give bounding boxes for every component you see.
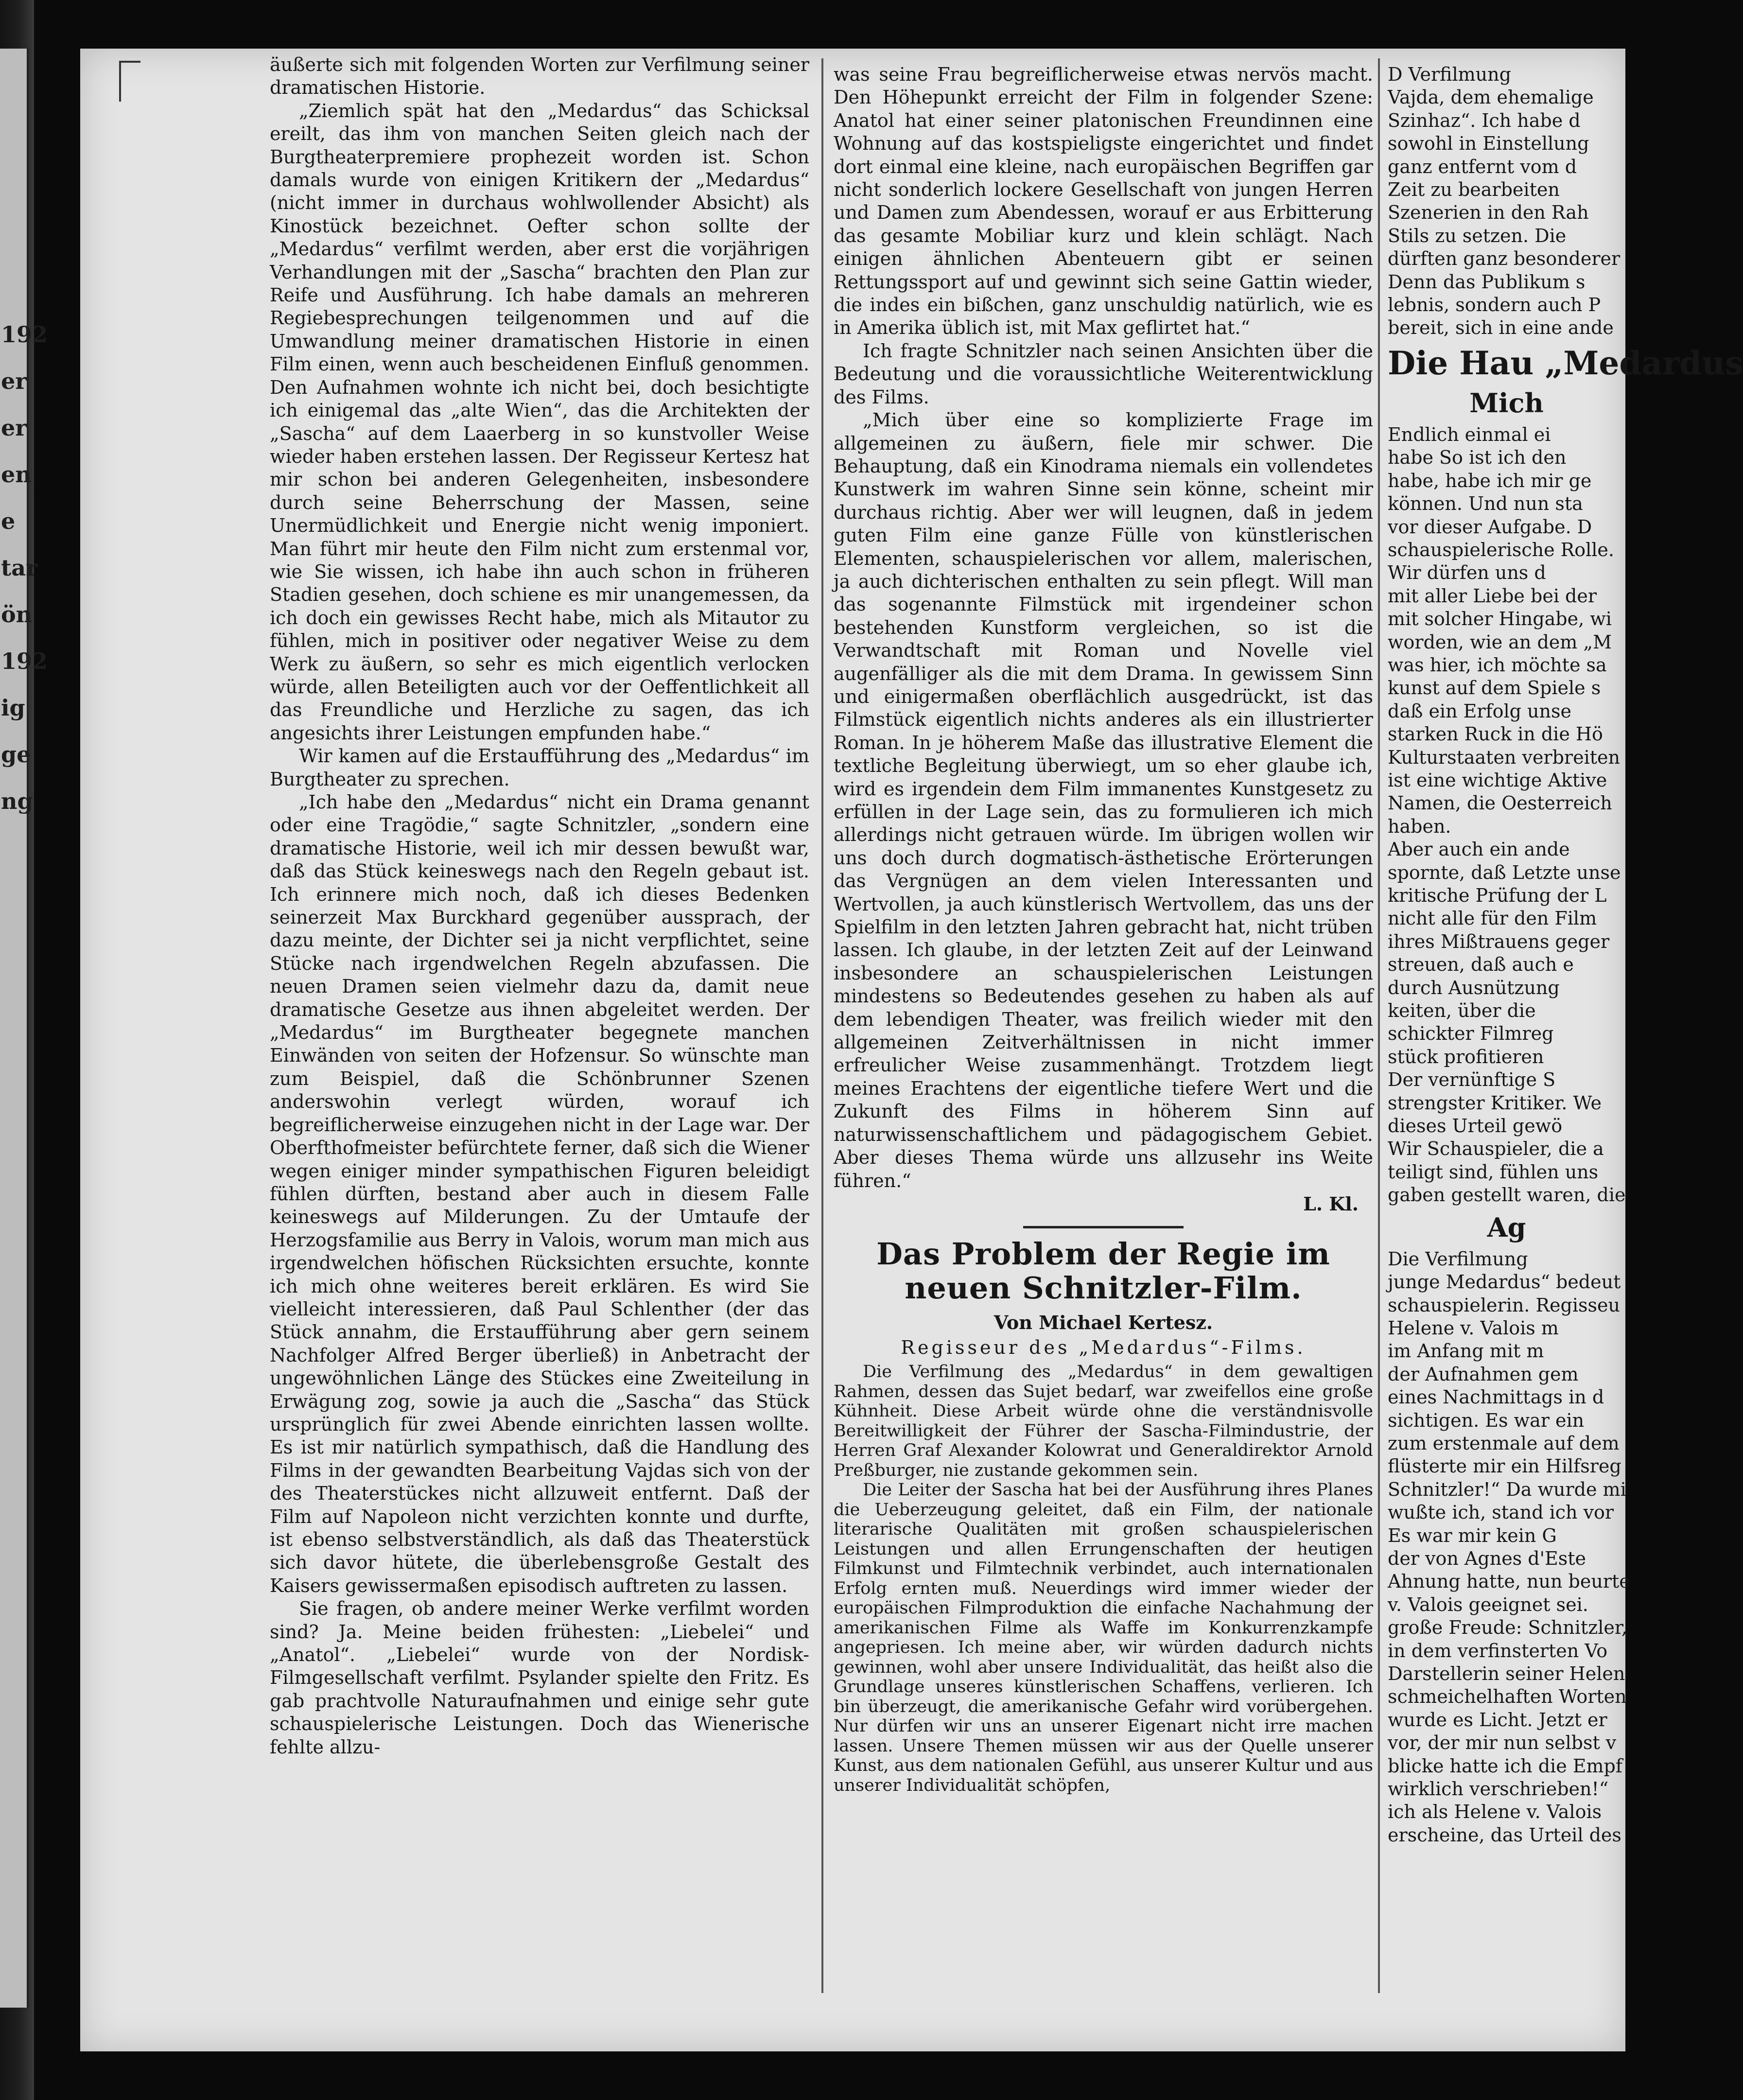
text-line: Stils zu setzen. Die xyxy=(1388,225,1567,246)
text-line: habe So ist ich den xyxy=(1388,447,1567,469)
text-line: spornte, daß Letzte unse xyxy=(1388,861,1621,883)
fragment-text: tar xyxy=(1,555,38,581)
text-line: lebnis, sondern auch P xyxy=(1388,294,1601,316)
text-line: Schnitzler!“ Da wurde mi xyxy=(1388,1478,1626,1500)
fragment-text: ön xyxy=(1,601,33,628)
text-line: Wir Schauspieler, die a xyxy=(1388,1138,1604,1160)
text-line: Vajda, dem ehemalige xyxy=(1388,87,1594,108)
text-line: nicht alle für den Film xyxy=(1388,908,1597,929)
text-line: ganz entfernt vom d xyxy=(1388,156,1577,177)
text-line: habe, habe ich mir ge xyxy=(1388,470,1592,491)
text-line: Szenerien in den Rah xyxy=(1388,202,1589,224)
author-signature: L. Kl. xyxy=(1303,1192,1359,1215)
text-line: daß ein Erfolg unse xyxy=(1388,700,1571,722)
text-line: eines Nachmittags in d xyxy=(1388,1386,1604,1408)
text-line: Zeit zu bearbeiten xyxy=(1388,179,1560,201)
text-line: im Anfang mit m xyxy=(1388,1340,1544,1362)
fragment-text: ng xyxy=(1,788,33,814)
paragraph: „Ich habe den „Medardus“ nicht ein Drama genannt oder eine Tragödie,“ sagte Schnitzler, „sondern eine dramatische Historie, weil ich mir dessen bewußt war, daß das Stück keineswegs nach den Regeln gebaut ist. Ich erinnere mich noch, daß ich dieses Bedenken seinerzeit Max Burckhard gegenüber aussprach, der dazu meinte, der Dichter sei ja nicht verpflichtet, seine Stücke nach irgendwelchen Regeln abzufassen. Die neuen Dramen seien vielmehr dazu da, damit neue dramatische Gesetze aus ihnen abgeleitet werden. Der „Medardus“ im Burgtheater begegnete manchen Einwänden von seiten der Hofzensur. So wünschte man zum Beispiel, daß die Schönbrunner Szenen anderswohin verlegt würden, worauf ich begreiflicherweise einzugehen nicht in der Lage war. Der Oberfthofmeister befürchtete ferner, daß sich die Wiener wegen einiger minder sympathischen Figuren beleidigt fühlen dürften, bestand aber auch in diesem Falle keineswegs auf Milderungen. Zu der Umtaufe der Herzogsfamilie aus Berry in Valois, worum man mich aus irgendwelchen höfischen Rücksichten ersuchte, konnte ich mich ohne weiteres bereit erklären. Es wird Sie vielleicht interessieren, daß Paul Schlenther (der das Stück annahm, die Erstaufführung aber gern seinem Nachfolger Alfred Berger überließ) in Anbetracht der ungewöhnlichen Länge des Stückes eine Zweiteilung in Erwägung zog, sowie ja auch die „Sascha“ das Stück ursprünglich für zwei Abende einrichten lassen wollte. Es ist mir natürlich sympathisch, daß die Handlung des Films in der gewandten Bearbeitung Vajdas sich von der des Theaterstückes nicht allzuweit entfernt. Daß der Film auf Napoleon nicht verzichten konnte und durfte, ist ebenso selbstverständlich, als daß das Theaterstück sich davor hütete, die überlebensgroße Gestalt des Kaisers gewissermaßen episodisch auftreten zu lassen. xyxy=(270,791,809,1596)
text-line: D Verfilmung xyxy=(1388,64,1511,85)
text-line: Wir dürfen uns d xyxy=(1388,562,1546,584)
text-line: Kulturstaaten verbreiten xyxy=(1388,746,1620,768)
text-line: Denn das Publikum s xyxy=(1388,271,1586,293)
text-line: streuen, daß auch e xyxy=(1388,954,1574,976)
text-line: ist eine wichtige Aktive xyxy=(1388,769,1607,791)
text-line: vor dieser Aufgabe. D xyxy=(1388,516,1592,538)
article-byline: Von Michael Kertesz. xyxy=(994,1312,1213,1334)
paragraph: Wir kamen auf die Erstaufführung des „Medardus“ im Burgtheater zu sprechen. xyxy=(270,745,809,790)
text-line: bereit, sich in eine ande xyxy=(1388,317,1614,339)
text-line: große Freude: Schnitzler, xyxy=(1388,1617,1627,1639)
text-line: schauspielerin. Regisseu xyxy=(1388,1294,1620,1316)
text-line: Endlich einmal ei xyxy=(1388,423,1551,445)
text-line: durch Ausnützung xyxy=(1388,977,1560,998)
text-line: der Aufnahmen gem xyxy=(1388,1363,1579,1385)
text-line: junge Medardus“ bedeut xyxy=(1388,1271,1621,1293)
text-line: sowohl in Einstellung xyxy=(1388,133,1589,155)
cut-off-headline: Die Hau „Medardus xyxy=(1388,344,1743,382)
text-line: der von Agnes d'Este xyxy=(1388,1547,1586,1569)
article-separator xyxy=(1023,1226,1184,1228)
text-line: keiten, über die xyxy=(1388,1000,1536,1022)
column-interview-part2 xyxy=(834,63,1373,1988)
text-line: wirklich verschrieben!“ xyxy=(1388,1778,1609,1800)
column-rule-1 xyxy=(821,58,823,1993)
text-line: wußte ich, stand ich vor xyxy=(1388,1502,1614,1523)
crop-mark xyxy=(119,61,140,102)
text-line: worden, wie an dem „M xyxy=(1388,631,1612,653)
paragraph: „Ziemlich spät hat den „Medardus“ das Schicksal ereilt, das ihm von manchen Seiten gleich nach der Burgtheaterpremiere prophezeit worden ist. Schon damals wurde von einigen Kritikern der „Medardus“ (nicht immer in durchaus wohlwollender Absicht) als Kinostück bezeichnet. Oefter schon sollte der „Medardus“ verfilmt werden, aber erst die vorjährigen Verhandlungen mit der „Sascha“ brachten den Plan zur Reife und Ausführung. Ich habe damals an mehreren Regiebesprechungen teilgenommen und auf die Umwandlung meiner dramatischen Historie in einen Film einen, wenn auch bescheidenen Einfluß genommen. Den Aufnahmen wohnte ich nicht bei, doch besichtigte ich einigemal das „alte Wien“, das die Architekten der „Sascha“ auf dem Laaerberg in so kunstvoller Weise wieder haben erstehen lassen. Der Regisseur Kertesz hat mir schon bei anderen Gelegenheiten, insbesondere durch seine Beherrschung der Massen, seine Unermüdlichkeit und Energie nicht wenig imponiert. Man führt mir heute den Film nicht zum erstenmal vor, wie Sie wissen, ich habe ihn auch schon in früheren Stadien gesehen, doch schiene es mir unangemessen, da ich doch ein gewisses Recht habe, mich als Mitautor zu fühlen, mich in positiver oder negativer Weise zu dem Werk zu äußern, so sehr es mich eigentlich verlocken würde, allen Beteiligten auch vor der Oeffentlichkeit all das Freundliche und Herzliche zu sagen, das ich angesichts ihrer Leistungen empfunden habe.“ xyxy=(270,100,809,744)
paragraph: was seine Frau begreiflicherweise etwas nervös macht. Den Höhepunkt erreicht der Film in folgender Szene: Anatol hat einer seiner platonischen Freundinnen eine Wohnung auf das kostspieligste eingerichtet und findet dort einmal eine kleine, nach europäischen Begriffen gar nicht sonderlich lockere Gesellschaft von jungen Herren und Damen zum Abendessen, worauf er aus Erbitterung das gesamte Mobiliar kurz und klein schlägt. Nach einigen ähnlichen Abenteuern gibt er seinen Rettungssport auf und gewinnt sich seine Gattin wieder, die indes ein bißchen, ganz unschuldig natürlich, wie es in Amerika üblich ist, mit Max geflirtet hat.“ xyxy=(834,64,1373,339)
text-line: Namen, die Oesterreich xyxy=(1388,792,1612,814)
paragraph: Sie fragen, ob andere meiner Werke verfilmt worden sind? Ja. Meine beiden frühesten: „Liebelei“ und „Anatol“. „Liebelei“ wurde von der Nordisk-Filmgesellschaft verfilmt. Psylander spielte den Fritz. Es gab prachtvolle Naturaufnahmen und einige sehr gute schauspielerische Leistungen. Doch das Wienerische fehlte allzu- xyxy=(270,1598,809,1758)
text-line: kunst auf dem Spiele s xyxy=(1388,677,1601,699)
text-line: dieses Urteil gewö xyxy=(1388,1115,1563,1137)
text-line: Die Verfilmung xyxy=(1388,1248,1528,1270)
text-line: schmeichelhaften Worten xyxy=(1388,1686,1627,1708)
text-line: wurde es Licht. Jetzt er xyxy=(1388,1709,1607,1731)
text-line: Aber auch ein ande xyxy=(1388,839,1570,860)
text-line: blicke hatte ich die Empf xyxy=(1388,1755,1622,1777)
fragment-text: e xyxy=(1,508,16,534)
text-line: Darstellerin seiner Helen xyxy=(1388,1663,1625,1684)
text-line: schauspielerische Rolle. xyxy=(1388,539,1615,560)
text-line: sichtigen. Es war ein xyxy=(1388,1409,1585,1431)
column-cut-off-right xyxy=(1388,63,1743,1988)
text-line: teiligt sind, fühlen uns xyxy=(1388,1161,1599,1183)
text-line: Ahnung hatte, nun beurte xyxy=(1388,1571,1630,1592)
fragment-text: ig xyxy=(1,695,25,721)
paragraph: „Mich über eine so komplizierte Frage im allgemeinen zu äußern, fiele mir schwer. Die Behauptung, daß ein Kinodrama niemals ein vollendetes Kunstwerk im wahren Sinne sein könne, scheint mir durchaus richtig. Aber wer will leugnen, daß in jedem guten Film eine ganze Fülle von künstlerischen Elementen, schauspielerischen vor allem, malerischen, ja auch dichterischen enthalten zu sein pflegt. Will man das sogenannte Filmstück mit irgendeiner schon bestehenden Kunstform vergleichen, so ist die Verwandtschaft mit Roman und Novelle viel augenfälliger als die mit dem Drama. In gewissem Sinn und einigermaßen oberflächlich ausgedrückt, ist das Filmstück eigentlich nichts anderes als ein illustrierter Roman. In je höherem Maße das illustrative Element die textliche Begleitung überwiegt, um so eher glaube ich, wird es irgendein dem Film immanentes Kunstgesetz zu erfüllen in der Lage sein, das zu formulieren ich mich allerdings nicht getrauen würde. Im übrigen wollen wir uns doch durch dogmatisch-ästhetische Erörterungen das Vergnügen an dem vielen Interessanten und Wertvollen, ja auch künstlerisch Wertvollem, das uns der Spielfilm in den letzten Jahren gebracht hat, nicht trüben lassen. Ich glaube, in der letzten Zeit auf der Leinwand insbesondere an schauspielerischen Leistungen mindestens so Bedeutendes gesehen zu haben als auf dem lebendigen Theater, was freilich wieder mit den allgemeinen Zeitverhältnissen in nicht immer erfreulicher Weise zusammenhängt. Trotzdem liegt meines Erachtens der eigentliche tiefere Wert und die Zukunft des Films in höherem Sinn auf naturwissenschaftlichem und pädagogischem Gebiet. Aber dieses Thema würde uns allzusehr ins Weite führen.“ xyxy=(834,409,1373,1191)
text-line: zum erstenmale auf dem xyxy=(1388,1432,1620,1454)
fragment-text: en xyxy=(1,461,32,488)
text-line: können. Und nun sta xyxy=(1388,493,1583,515)
paragraph: Ich fragte Schnitzler nach seinen Ansichten über die Bedeutung und die voraussichtliche Weiterentwicklung des Films. xyxy=(834,340,1373,408)
fragment-text: ge xyxy=(1,741,31,768)
text-line: Es war mir kein G xyxy=(1388,1524,1557,1546)
article-headline: Das Problem der Regie im neuen Schnitzler-Film. xyxy=(876,1236,1330,1306)
text-line: starken Ruck in die Hö xyxy=(1388,723,1603,745)
fragment-text: er xyxy=(1,415,27,441)
text-line: v. Valois geeignet sei. xyxy=(1388,1593,1588,1615)
cut-off-subhead: Mich xyxy=(1469,387,1544,419)
text-line: gaben gestellt waren, die xyxy=(1388,1184,1626,1206)
column-rule-2 xyxy=(1378,58,1380,1993)
paragraph: äußerte sich mit folgenden Worten zur Verfilmung seiner dramatischen Historie. xyxy=(270,54,809,99)
fragment-text: 192 xyxy=(1,321,48,348)
text-line: in dem verfinsterten Vo xyxy=(1388,1640,1608,1662)
text-line: dürften ganz besonderer xyxy=(1388,248,1621,270)
paragraph: Die Leiter der Sascha hat bei der Ausführung ihres Planes die Ueberzeugung geleitet, daß ein Film, der nationale literarische Qualitäten mit großen schauspielerischen Leistungen und allen Errungenschaften der heutigen Filmkunst und Filmtechnik verbindet, auch internationalen Erfolg ernten muß. Neuerdings wird immer wieder der europäischen Filmproduktion die einfache Nachahmung der amerikanischen Filme als Waffe im Konkurrenzkampfe angepriesen. Ich meine aber, wir würden dadurch nichts gewinnen, wohl aber unsere Individualität, das heißt also die Grundlage unseres künstlerischen Schaffens, verlieren. Ich bin überzeugt, die amerikanische Gefahr wird vorübergehen. Nur dürfen wir uns an unserer Eigenart nicht irre machen lassen. Unsere Themen müssen wir aus der Quelle unserer Kunst, aus dem nationalen Gefühl, aus unserer Kultur und aus unserer Individualität schöpfen, xyxy=(834,1480,1373,1795)
fragment-text: 192 xyxy=(1,648,48,674)
cut-off-subhead-2: Ag xyxy=(1487,1211,1526,1243)
text-line: ihres Mißtrauens geger xyxy=(1388,930,1610,952)
text-line: mit aller Liebe bei der xyxy=(1388,585,1597,607)
text-line: Helene v. Valois m xyxy=(1388,1317,1559,1339)
text-line: was hier, ich möchte sa xyxy=(1388,654,1607,676)
column-interview-part1 xyxy=(270,53,809,1988)
text-line: vor, der mir nun selbst v xyxy=(1388,1732,1617,1754)
text-line: stück profitieren xyxy=(1388,1046,1544,1068)
text-line: Szinhaz“. Ich habe d xyxy=(1388,109,1581,131)
text-line: strengster Kritiker. We xyxy=(1388,1092,1602,1114)
text-line: Der vernünftige S xyxy=(1388,1069,1556,1091)
text-line: ich als Helene v. Valois xyxy=(1388,1801,1602,1823)
text-line: kritische Prüfung der L xyxy=(1388,885,1607,906)
fragment-text: er xyxy=(1,368,27,394)
text-line: flüsterte mir ein Hilfsreg xyxy=(1388,1455,1621,1477)
adjacent-page-fragment xyxy=(0,49,48,2008)
text-line: mit solcher Hingabe, wi xyxy=(1388,608,1612,630)
text-line: erscheine, das Urteil des xyxy=(1388,1824,1621,1846)
article-byline-role: Regisseur des „Medardus“-Films. xyxy=(901,1336,1306,1358)
text-line: schickter Filmreg xyxy=(1388,1023,1554,1045)
paragraph: Die Verfilmung des „Medardus“ in dem gewaltigen Rahmen, dessen das Sujet bedarf, war zweifellos eine große Kühnheit. Diese Arbeit würde ohne die verständnisvolle Bereitwilligkeit der Führer der Sascha-Filmindustrie, der Herren Graf Alexander Kolowrat und Generaldirektor Arnold Preßburger, nie zustande gekommen sein. xyxy=(834,1362,1373,1480)
text-line: haben. xyxy=(1388,815,1451,837)
